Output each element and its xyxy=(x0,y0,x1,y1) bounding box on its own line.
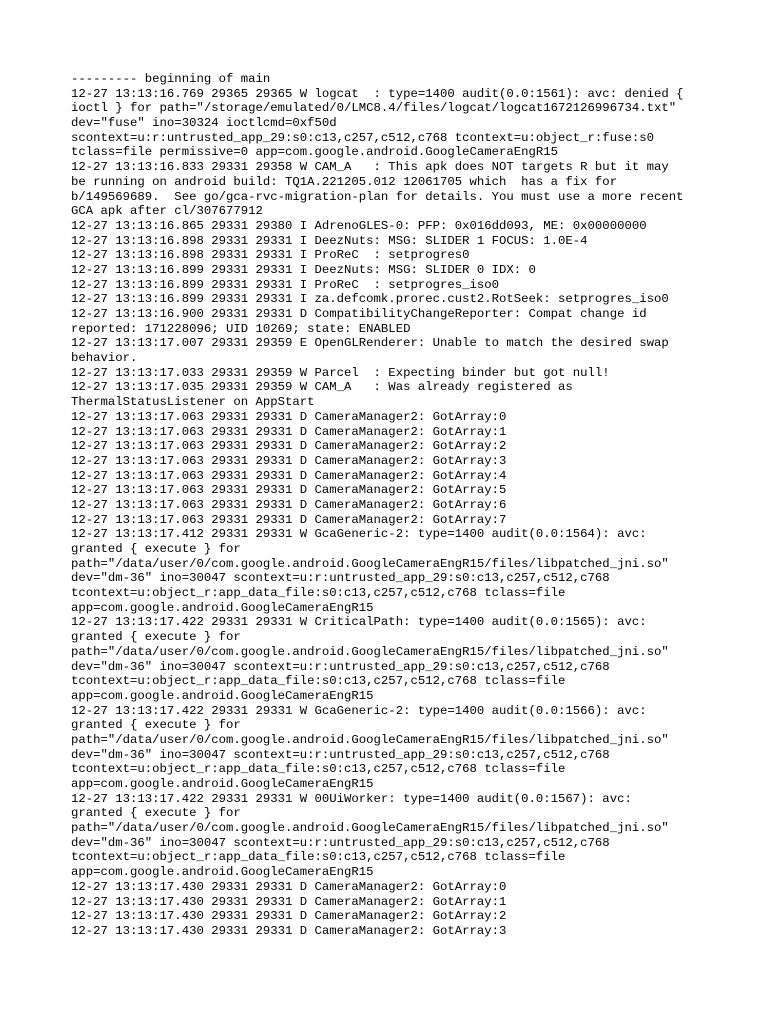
log-line: ThermalStatusListener on AppStart xyxy=(71,395,315,410)
log-line: 12-27 13:13:16.833 29331 29358 W CAM_A : This apk does NOT targets R but it may xyxy=(71,160,669,175)
log-line: 12-27 13:13:17.035 29331 29359 W CAM_A : Was already registered as xyxy=(71,380,573,395)
log-line: 12-27 13:13:17.422 29331 29331 W CriticalPath: type=1400 audit(0.0:1565): avc: xyxy=(71,615,647,630)
log-line: tcontext=u:object_r:app_data_file:s0:c13,c257,c512,c768 tclass=file xyxy=(71,850,566,865)
log-line: be running on android build: TQ1A.221205.012 12061705 which has a fix for xyxy=(71,174,618,189)
log-line: tcontext=u:object_r:app_data_file:s0:c13,c257,c512,c768 tclass=file xyxy=(71,586,566,601)
log-line: path="/data/user/0/com.google.android.GoogleCameraEngR15/files/libpatched_jni.so" xyxy=(71,821,669,836)
log-line: app=com.google.android.GoogleCameraEngR15 xyxy=(71,688,374,703)
log-line: 12-27 13:13:16.899 29331 29331 I ProReC : setprogres_iso0 xyxy=(71,277,500,292)
log-line: tcontext=u:object_r:app_data_file:s0:c13,c257,c512,c768 tclass=file xyxy=(71,762,566,777)
log-line: 12-27 13:13:17.422 29331 29331 W GcaGeneric-2: type=1400 audit(0.0:1566): avc: xyxy=(71,703,647,718)
log-line: path="/data/user/0/com.google.android.GoogleCameraEngR15/files/libpatched_jni.so" xyxy=(71,556,669,571)
log-line: 12-27 13:13:17.063 29331 29331 D CameraManager2: GotArray:5 xyxy=(71,483,507,498)
log-line: app=com.google.android.GoogleCameraEngR15 xyxy=(71,600,374,615)
log-line: 12-27 13:13:16.898 29331 29331 I DeezNuts: MSG: SLIDER 1 FOCUS: 1.0E-4 xyxy=(71,233,588,248)
log-line: 12-27 13:13:17.430 29331 29331 D CameraManager2: GotArray:0 xyxy=(71,879,507,894)
log-line: dev="dm-36" ino=30047 scontext=u:r:untrusted_app_29:s0:c13,c257,c512,c768 xyxy=(71,571,610,586)
log-line: 12-27 13:13:17.430 29331 29331 D CameraManager2: GotArray:1 xyxy=(71,894,507,909)
log-line: 12-27 13:13:16.898 29331 29331 I ProReC : setprogres0 xyxy=(71,248,470,263)
log-line: 12-27 13:13:17.063 29331 29331 D CameraManager2: GotArray:4 xyxy=(71,468,507,483)
log-line: tcontext=u:object_r:app_data_file:s0:c13,c257,c512,c768 tclass=file xyxy=(71,674,566,689)
log-line: dev="fuse" ino=30324 ioctlcmd=0xf50d xyxy=(71,116,337,131)
log-line: 12-27 13:13:16.769 29365 29365 W logcat : type=1400 audit(0.0:1561): avc: denied { xyxy=(71,86,684,101)
log-line: behavior. xyxy=(71,351,138,366)
log-line: 12-27 13:13:17.007 29331 29359 E OpenGLRenderer: Unable to match the desired swap xyxy=(71,336,669,351)
log-line: GCA apk after cl/307677912 xyxy=(71,204,263,219)
log-line: 12-27 13:13:16.899 29331 29331 I DeezNuts: MSG: SLIDER 0 IDX: 0 xyxy=(71,262,536,277)
log-line: app=com.google.android.GoogleCameraEngR15 xyxy=(71,777,374,791)
log-line: 12-27 13:13:17.063 29331 29331 D CameraManager2: GotArray:3 xyxy=(71,453,507,468)
log-line: reported: 171228096; UID 10269; state: ENABLED xyxy=(71,321,411,336)
log-line: dev="dm-36" ino=30047 scontext=u:r:untrusted_app_29:s0:c13,c257,c512,c768 xyxy=(71,747,610,762)
log-line: path="/data/user/0/com.google.android.GoogleCameraEngR15/files/libpatched_jni.so" xyxy=(71,732,669,747)
log-line: dev="dm-36" ino=30047 scontext=u:r:untrusted_app_29:s0:c13,c257,c512,c768 xyxy=(71,835,610,850)
log-line: 12-27 13:13:17.430 29331 29331 D CameraManager2: GotArray:2 xyxy=(71,909,507,924)
log-line: 12-27 13:13:17.063 29331 29331 D CameraManager2: GotArray:6 xyxy=(71,497,507,512)
log-line: granted { execute } for xyxy=(71,542,241,556)
log-line: 12-27 13:13:17.063 29331 29331 D CameraManager2: GotArray:0 xyxy=(71,409,507,424)
log-line: 12-27 13:13:17.033 29331 29359 W Parcel : Expecting binder but got null! xyxy=(71,365,610,380)
log-line: 12-27 13:13:17.412 29331 29331 W GcaGeneric-2: type=1400 audit(0.0:1564): avc: xyxy=(71,527,647,542)
log-line: 12-27 13:13:16.865 29331 29380 I AdrenoGLES-0: PFP: 0x016dd093, ME: 0x00000000 xyxy=(71,218,647,233)
log-line: 12-27 13:13:17.422 29331 29331 W 00UiWorker: type=1400 audit(0.0:1567): avc: xyxy=(71,791,632,806)
log-line: 12-27 13:13:16.900 29331 29331 D CompatibilityChangeReporter: Compat change id xyxy=(71,307,647,321)
log-line: path="/data/user/0/com.google.android.GoogleCameraEngR15/files/libpatched_jni.so" xyxy=(71,644,669,659)
log-line: 12-27 13:13:17.063 29331 29331 D CameraManager2: GotArray:2 xyxy=(71,439,507,454)
log-line: granted { execute } for xyxy=(71,630,241,645)
log-line: granted { execute } for xyxy=(71,806,241,821)
log-line: scontext=u:r:untrusted_app_29:s0:c13,c257,c512,c768 tcontext=u:object_r:fuse:s0 xyxy=(71,130,654,145)
log-line: tclass=file permissive=0 app=com.google.android.GoogleCameraEngR15 xyxy=(71,145,559,160)
log-line: 12-27 13:13:17.430 29331 29331 D CameraManager2: GotArray:3 xyxy=(71,923,507,938)
log-line: 12-27 13:13:17.063 29331 29331 D CameraManager2: GotArray:1 xyxy=(71,424,507,439)
log-line: 12-27 13:13:17.063 29331 29331 D CameraManager2: GotArray:7 xyxy=(71,512,507,527)
logcat-text-block xyxy=(71,72,711,939)
log-line: app=com.google.android.GoogleCameraEngR15 xyxy=(71,865,374,880)
log-line: ioctl } for path="/storage/emulated/0/LMC8.4/files/logcat/logcat1672126996734.txt" xyxy=(71,101,677,116)
log-line: --------- beginning of main xyxy=(71,72,271,86)
log-line: 12-27 13:13:16.899 29331 29331 I za.defcomk.prorec.cust2.RotSeek: setprogres_iso0 xyxy=(71,292,669,307)
log-line: b/149569689. See go/gca-rvc-migration-plan for details. You must use a more recent xyxy=(71,189,684,204)
log-line: dev="dm-36" ino=30047 scontext=u:r:untrusted_app_29:s0:c13,c257,c512,c768 xyxy=(71,659,610,674)
log-line: granted { execute } for xyxy=(71,718,241,733)
